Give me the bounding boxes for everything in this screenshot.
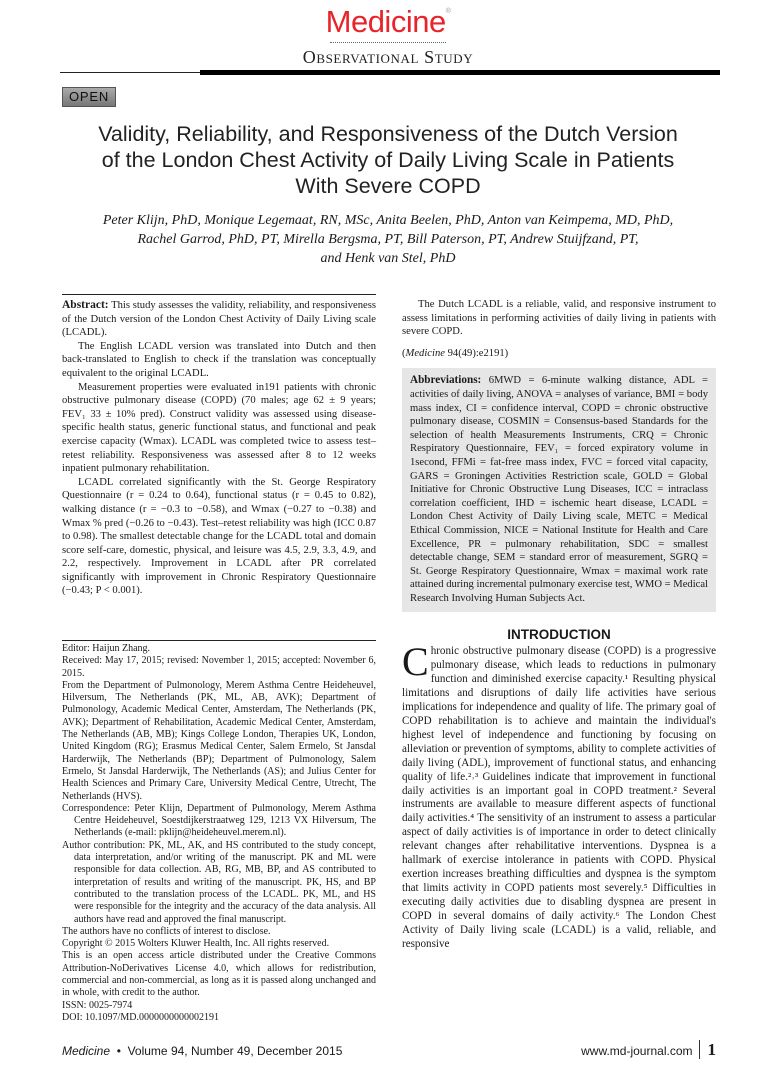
abbreviations-box bbox=[402, 368, 716, 612]
citation-journal: Medicine bbox=[405, 347, 445, 359]
abstract-conclusion bbox=[402, 298, 716, 360]
logo-divider bbox=[330, 42, 446, 43]
abbreviations-label: Abbreviations: bbox=[410, 374, 482, 387]
editor-note: Editor: Haijun Zhang. bbox=[62, 643, 151, 654]
introduction-body bbox=[402, 639, 716, 951]
right-column bbox=[402, 294, 716, 951]
footer-issue: Medicine • Volume 94, Number 49, December 2015 bbox=[62, 1044, 343, 1059]
abstract-label: Abstract: bbox=[62, 299, 109, 311]
conflicts-note: The authors have no conflicts of interest to disclose. bbox=[62, 925, 271, 937]
doi-note: DOI: 10.1097/MD.0000000000002191 bbox=[62, 1011, 219, 1023]
drop-cap: C bbox=[402, 639, 429, 685]
article-title bbox=[40, 121, 736, 199]
page-number: 1 bbox=[699, 1040, 717, 1059]
abstract bbox=[62, 299, 376, 634]
correspondence-note: Correspondence: Peter Klijn, Department of Pulmonology, Merem Asthma Centre Heideheuvel, Soestdijkerstraatweg 129, 1213 VX Hilversum, The Netherlands (e-mail: pklijn@heideheuvel.merem.nl). bbox=[62, 802, 376, 839]
license-note: This is an open access article distributed under the Creative Commons Attribution-NoDerivatives License 4.0, which allows for redistribution, commercial and non-commercial, as long as it is passed along unchanged and in whole, with credit to the author. bbox=[62, 950, 376, 999]
abstract-p3: Measurement properties were evaluated in191 patients with chronic obstructive pulmonary disease (COPD) (70 males; age 62 ± 9 years; FEV₁ 33 ± 10% pred). Construct validity was assessed using disease-specific health status, generic functional status, and functional and peak exercise capacity (Wmax). LCADL was completed twice to assess test–retest reliability. Responsiveness was assessed after 8 to 12 weeks inpatient pulmonary rehabilitation. bbox=[62, 381, 376, 475]
open-access-badge: OPEN bbox=[62, 87, 116, 107]
page-footer bbox=[62, 1040, 716, 1060]
issn-note: ISSN: 0025-7974 bbox=[62, 999, 133, 1011]
left-column bbox=[62, 294, 376, 1024]
introduction-text: hronic obstructive pulmonary disease (COPD) is a progressive pulmonary disease, which leads to reductions in pulmonary function and diminished exercise capacity.¹ Resulting physical limitations and disruptions of daily life activities have serious implications for independence and quality of life. The primary goal of COPD rehabilitation is to achieve and maintain the individual's highest level of independence and functioning by focusing on alleviation or prevention of symptoms, ability to complete activities of daily living (ADL), improvement of functional status, and enhancing quality of life.²˒³ Guidelines indicate that improvement in functional daily activities is an important goal in COPD treatment.² Several instruments are available to measure different aspects of functional daily activities.⁴ The sensitivity of an instrument to assess a particular aspect of daily activities is of importance in order to detect clinically relevant changes after rehabilitative interventions. Dyspnea is a hallmark of exercise intolerance in patients with COPD. Physical exertion increases breathing difficulties and dyspnea is the symptom that limits activity in COPD patients most severely.⁵ Difficulties in executing daily activities due to disabling dyspnea are present in COPD in several domains of daily activity.⁶ The London Chest Activity of Daily living scale (LCADL) is a valid, reliable, and responsive bbox=[402, 645, 716, 950]
abstract-top-rule bbox=[62, 294, 376, 295]
contribution-note: Author contribution: PK, ML, AK, and HS contributed to the study concept, data interpretation, and/or writing of the manuscript. PK and ML were responsible for data collection. AB, RG, MB, BP, and AS contributed to interpretation of results and writing of the manuscript. PK, HS, and BP contributed to the translation process of the LCADL. PK, ML, and HS were responsible for the integrity and the accuracy of the data analysis. All authors have read and approved the final manuscript. bbox=[62, 839, 376, 925]
footer-journal: Medicine bbox=[62, 1044, 111, 1059]
abstract-p4: LCADL correlated significantly with the St. George Respiratory Questionnaire (r = 0.24 to 0.64), functional status (r = 0.45 to 0.82), walking distance (r = −0.3 to −0.58), and Wmax (−0.27 to −0.38) and Wmax % pred (−0.26 to −0.43). Test–retest reliability was high (ICC 0.87 to 0.98). The smallest detectable change for the LCADL total and domain score self-care, domestic, physical, and leisure was 4.5, 2.9, 3.3, 4.9, and 2.2, respectively. Improvement in LCADL after PR correlated significantly with improvement in Chronic Respiratory Questionnaire (−0.43; P < 0.001). bbox=[62, 476, 376, 597]
abbreviations-text: 6MWD = 6-minute walking distance, ADL = activities of daily living, ANOVA = analyses of variance, BMI = body mass index, CI = confidence interval, COPD = chronic obstructive pulmonary disease, COSMIN = Consensus-based Standards for the selection of health Measurements Instruments, CRQ = Chronic Respiratory Questionnaire, FEV₁ = forced expiratory volume in 1second, FFMi = fat-free mass index, FVC = forced vital capacity, GARS = Groningen Activities Restriction scale, GOLD = Global Initiative for Chronic Obstructive Lung Diseases, ICC = intraclass correlation coefficient, IHD = ischemic heart disease, LCADL = London Chest Activity of Daily Living scale, METC = Medical Ethical Commission, NICE = National Institute for Health and Care Excellence, PR = pulmonary rehabilitation, SDC = smallest detectable change, SEM = standard error of measurement, SGRQ = St. George Respiratory Questionnaire, Wmax = maximal work rate attained during incremental pulmonary exercise test, WMO = Medical Research Involving Human Subjects Act. bbox=[410, 375, 709, 604]
citation: (Medicine 94(49):e2191) bbox=[402, 347, 509, 359]
abstract-p2: The English LCADL version was translated into Dutch and then back-translated to English to check if the translation was conceptually equivalent to the original LCADL. bbox=[62, 340, 376, 379]
title-line: of the London Chest Activity of Daily Living Scale in Patients bbox=[101, 148, 675, 172]
footer-volume: Volume 94, Number 49, December 2015 bbox=[127, 1044, 343, 1059]
article-notes bbox=[62, 643, 376, 1024]
footer-website[interactable]: www.md-journal.com bbox=[581, 1044, 693, 1059]
citation-ref: 94(49):e2191) bbox=[444, 347, 509, 359]
article-body bbox=[62, 294, 716, 1080]
header-thick-rule bbox=[200, 70, 720, 75]
received-note: Received: May 17, 2015; revised: November 1, 2015; accepted: November 6, 2015. bbox=[62, 655, 376, 679]
title-line: Validity, Reliability, and Responsiveness of the Dutch Version bbox=[98, 122, 678, 146]
header-rule bbox=[60, 72, 200, 73]
abstract-p1: This study assesses the validity, reliability, and responsiveness of the Dutch version of the London Chest Activity of Daily Living scale (LCADL). bbox=[62, 300, 376, 339]
title-line: With Severe COPD bbox=[295, 174, 481, 198]
section-label: Observational Study bbox=[302, 47, 474, 67]
columns bbox=[62, 294, 716, 1024]
footer-site bbox=[581, 1040, 716, 1060]
affiliations-note: From the Department of Pulmonology, Merem Asthma Centre Heideheuvel, Hilversum, The Netherlands (PK, ML, AB, AVK); Department of Pulmonology, Academic Medical Center, Amsterdam, The Netherlands (PK, AVK); Department of Rehabilitation, Academic Medical Center, Amsterdam, The Netherlands (AB, MB); Kings College London, Therapies UK, London, United Kingdom (RG); Erasmus Medical Center, Salem Ermelo, St Jansdal Harderwijk, The Netherlands (BP); Department of Pulmonology, Salem Ermelo, St Jansdal Harderwijk, The Netherlands (AS); and Julius Center for Health Sciences and Primary Care, University Medical Centre, Utrecht, The Netherlands (HVS). bbox=[62, 679, 376, 802]
notes-rule bbox=[62, 640, 376, 641]
author-line: and Henk van Stel, PhD bbox=[320, 251, 456, 266]
author-line: Peter Klijn, PhD, Monique Legemaat, RN, MSc, Anita Beelen, PhD, Anton van Keimpema, MD, PhD, bbox=[102, 213, 674, 228]
introduction-heading: INTRODUCTION bbox=[507, 627, 611, 643]
abstract-p5: The Dutch LCADL is a reliable, valid, and responsive instrument to assess limitations in performing activities of daily living in patients with severe COPD. bbox=[402, 299, 716, 338]
author-line: Rachel Garrod, PhD, PT, Mirella Bergsma, PT, Bill Paterson, PT, Andrew Stuijfzand, PT, bbox=[137, 232, 639, 247]
copyright-note: Copyright © 2015 Wolters Kluwer Health, Inc. All rights reserved. bbox=[62, 938, 330, 950]
journal-logo: Medicine® bbox=[325, 4, 451, 39]
author-list bbox=[50, 211, 726, 268]
